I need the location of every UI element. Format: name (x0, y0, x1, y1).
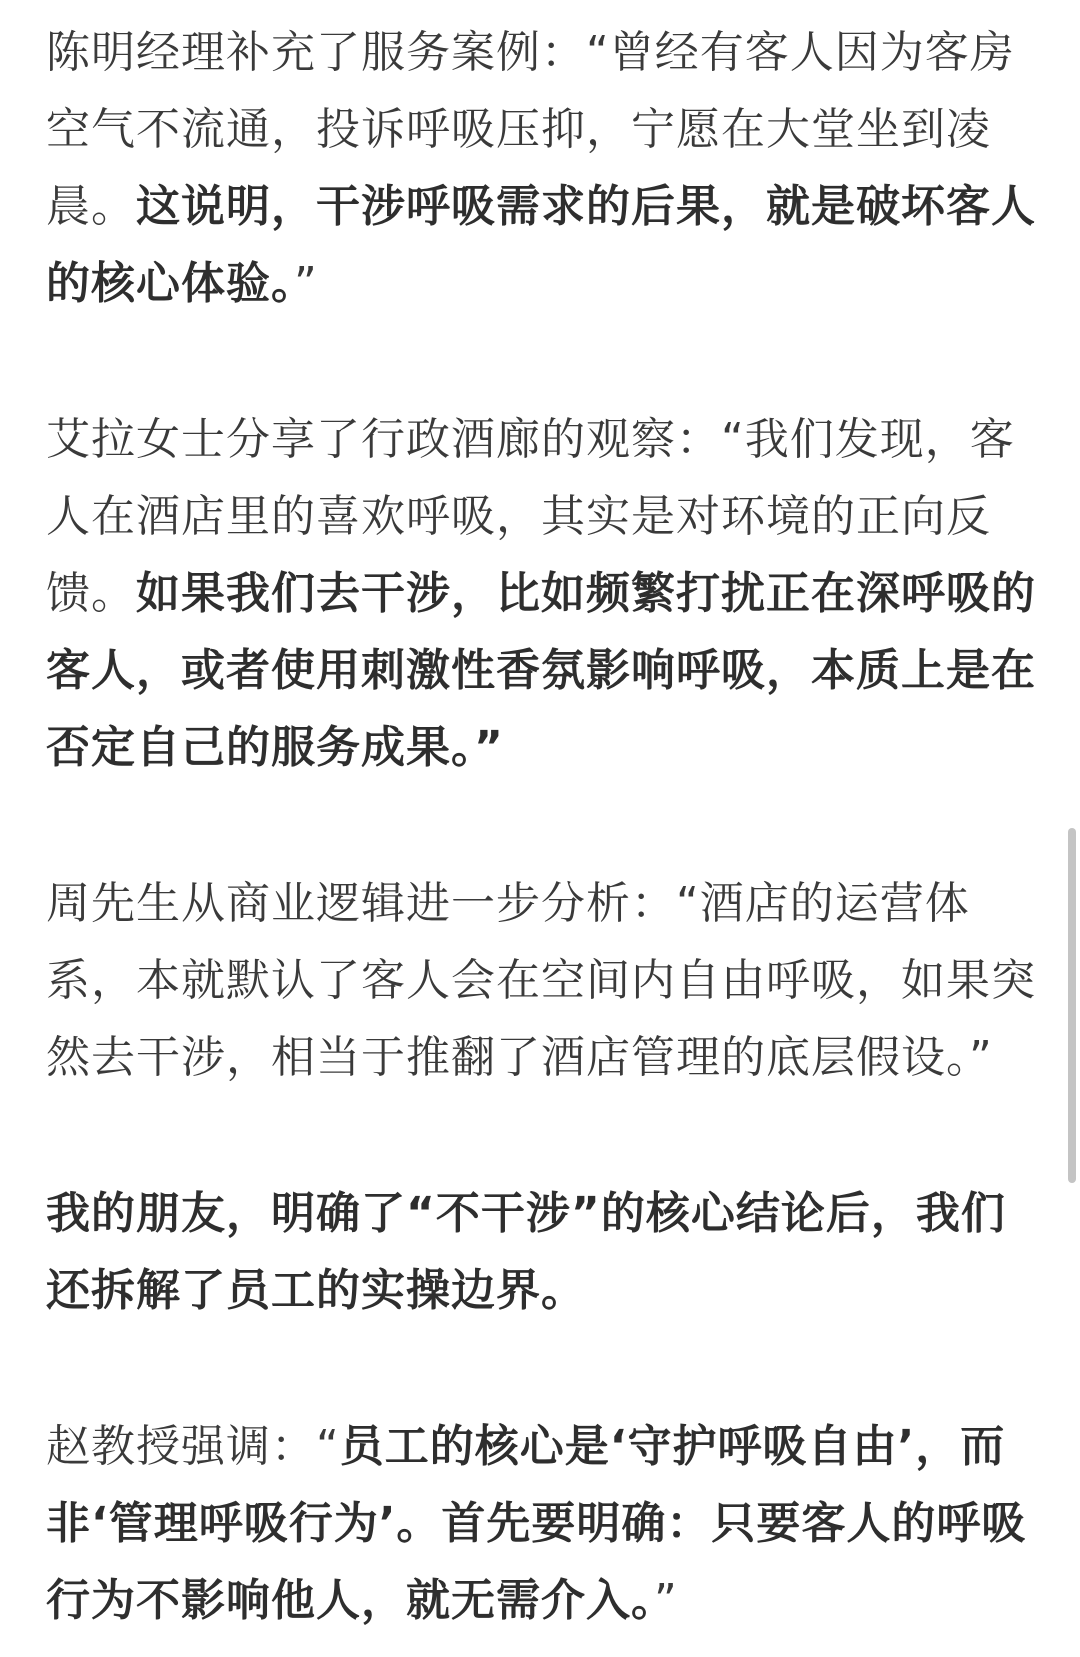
closing-quote: ” (294, 258, 318, 309)
paragraph-text: 赵教授强调：“ (46, 1421, 340, 1472)
paragraph-bold-text: 这说明，干涉呼吸需求的后果，就是破坏客人的核心体验。 (46, 181, 1036, 309)
paragraph-bold-text: 员工的核心是‘守护呼吸自由’，而非‘管理呼吸行为’。首先要明确：只要客人的呼吸行为不影响他人，就无需介入。 (46, 1421, 1027, 1626)
paragraph-bold-text: 如果我们去干涉，比如频繁打扰正在深呼吸的客人，或者使用刺激性香氛影响呼吸，本质上是在否定自己的服务成果。” (46, 568, 1036, 773)
paragraph-friend-conclusion (46, 1175, 1036, 1329)
paragraph-bold-text: 我的朋友，明确了“不干涉”的核心结论后，我们还拆解了员工的实操边界。 (46, 1188, 1006, 1316)
paragraph-chen-ming-case (46, 14, 1036, 322)
paragraph-text: 周先生从商业逻辑进一步分析：“酒店的运营体系，本就默认了客人会在空间内自由呼吸，如果突然去干涉，相当于推翻了酒店管理的底层假设。” (46, 878, 1036, 1083)
scrollbar-thumb[interactable] (1068, 828, 1076, 1183)
paragraph-zhou-analysis (46, 865, 1036, 1096)
scrollbar[interactable] (1068, 0, 1080, 1657)
paragraph-text: 陈明经理补充了服务案例：“曾经有客人因为客房空气不流通，投诉呼吸压抑，宁愿在大堂坐到凌晨。 (46, 27, 1015, 232)
article-body (46, 14, 1036, 1639)
closing-quote: ” (654, 1575, 678, 1626)
paragraph-zhao-emphasis (46, 1408, 1036, 1639)
paragraph-text: 艾拉女士分享了行政酒廊的观察：“我们发现，客人在酒店里的喜欢呼吸，其实是对环境的正向反馈。 (46, 414, 1015, 619)
paragraph-aila-observation (46, 401, 1036, 786)
